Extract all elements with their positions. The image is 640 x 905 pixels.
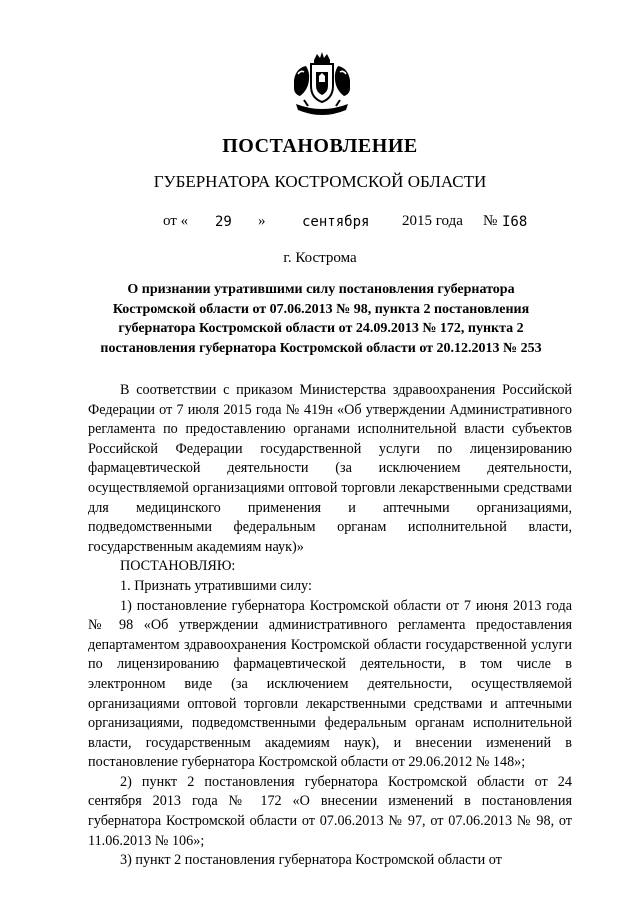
document-type-title: ПОСТАНОВЛЕНИЕ [222, 135, 418, 157]
date-month: сентября [302, 214, 370, 230]
body-paragraph: 1) постановление губернатора Костромской области от 7 июня 2013 года № 98 «Об утверждении административного регламента предоставления департаментом здравоохранения Костромской области государственной услуги по лицензированию фармацевтической деятельности, в том числе в электронном виде (за исключением деятельности, осуществляемой организациями оптовой торговли лекарственными средствами и аптечными организациями, подведомственными федеральным органам исполнительной власти, государственным академиям наук), и внесении изменений в постановление губернатора Костромской области от 29.06.2012 № 148»; [88, 597, 572, 771]
date-day-close: » [258, 213, 266, 229]
body-paragraph: 2) пункт 2 постановления губернатора Костромской области от 24 сентября 2013 года № 172 «О внесении изменений в постановления губернатора Костромской области от 07.06.2013 № 97, от 07.06.2013 № 98, от 11.06.2013 № 106»; [88, 773, 572, 849]
coat-of-arms-emblem [286, 50, 358, 120]
document-number-label: № [483, 213, 498, 229]
body-paragraph: 3) пункт 2 постановления губернатора Костромской области от [120, 852, 502, 869]
document-number: I68 [502, 214, 528, 230]
body-paragraph: В соответствии с приказом Министерства здравоохранения Российской Федерации от 7 июля 2015 года № 419н «Об утверждении Административного регламента по предоставлению органами исполнительной власти субъектов Российской Федерации государственной услуги по лицензированию фармацевтической деятельности (за исключением деятельности, осуществляемой организациями оптовой торговли лекарственными средствами для медицинского применения и аптечными организациями, подведомственными федеральным органам исполнительной власти, государственным академиям наук)» [88, 382, 572, 555]
document-city: г. Кострома [283, 250, 357, 266]
date-year: 2015 года [402, 213, 463, 229]
document-body [88, 381, 572, 871]
body-paragraph: ПОСТАНОВЛЯЮ: [120, 558, 236, 575]
date-prefix: от « [163, 213, 189, 229]
body-paragraph: 1. Признать утратившими силу: [120, 577, 312, 594]
document-heading: О признании утратившими силу постановления губернатора Костромской области от 07.06.2013 № 98, пункта 2 постановления губернатора Костромской области от 24.09.2013 № 172, пункта 2 постановления губернатора Костромской области от 20.12.2013 № 253 [100, 282, 542, 356]
date-day: 29 [215, 214, 232, 230]
issuing-authority: ГУБЕРНАТОРА КОСТРОМСКОЙ ОБЛАСТИ [153, 172, 487, 191]
